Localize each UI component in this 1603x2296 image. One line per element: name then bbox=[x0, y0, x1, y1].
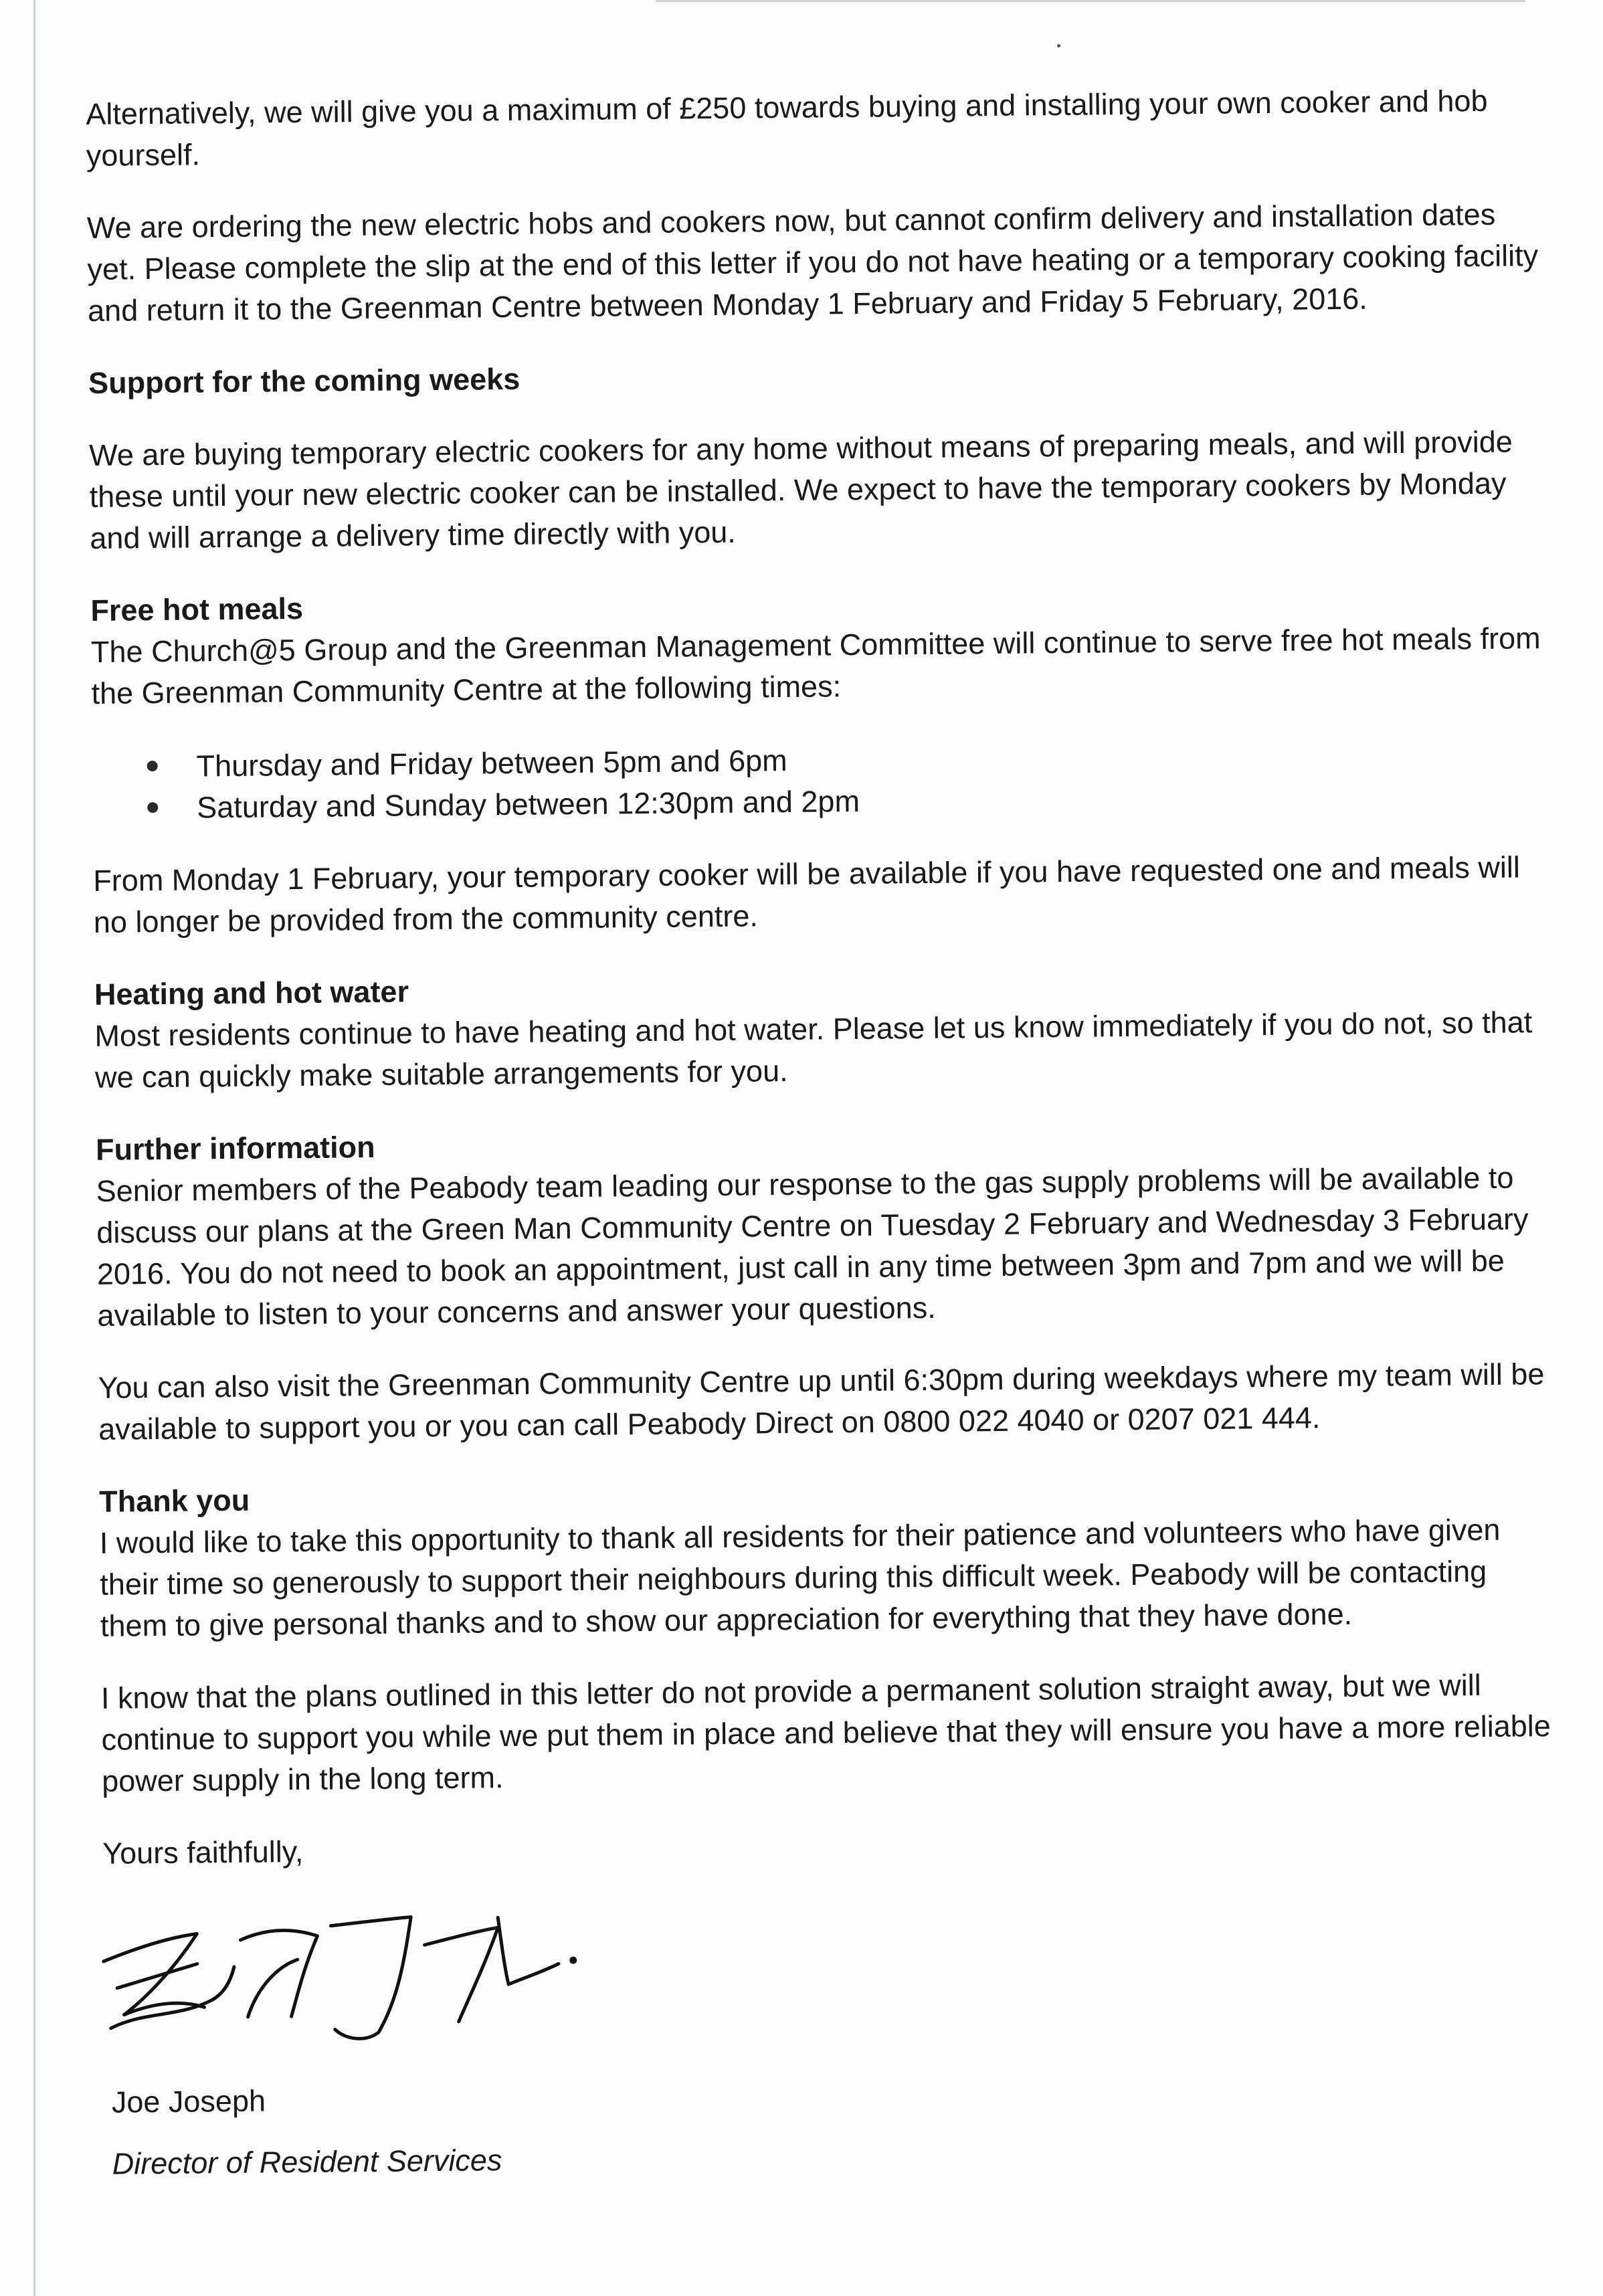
further-section bbox=[96, 1115, 1556, 1337]
signature-image bbox=[96, 1897, 579, 2055]
top-edge-line bbox=[656, 0, 1525, 2]
closing-note: I know that the plans outlined in this letter do not provide a permanent solution straight away, but we will continue to support you while we put them in place and believe that they will ensure you have a more reliable power supply in the long term. bbox=[100, 1668, 1551, 1798]
thanks-heading: Thank you bbox=[98, 1482, 250, 1519]
meals-after: From Monday 1 February, your temporary cooker will be available if you have requested one and meals will no longer be provided from the community centre. bbox=[93, 850, 1521, 939]
thanks-section bbox=[99, 1467, 1559, 1647]
bullet-icon bbox=[147, 802, 158, 813]
support-body: We are buying temporary electric cookers for any home without means of preparing meals, and will provide these until your new electric cooker can be installed. We expect to have the temporary cookers by Monday and will arrange a delivery time directly with you. bbox=[88, 424, 1513, 555]
support-heading: Support for the coming weeks bbox=[88, 361, 521, 400]
intro-paragraph-2: We are ordering the new electric hobs and cookers now, but cannot confirm delivery and installation dates yet. Please complete the slip at the end of this letter if you do not have heating or a temporary cooking facility and return it to the Greenman Centre between Monday 1 February and Friday 5 February, 2016. bbox=[86, 197, 1539, 328]
scan-speck bbox=[1057, 44, 1060, 47]
heating-heading: Heating and hot water bbox=[94, 974, 409, 1012]
meals-section bbox=[90, 576, 1552, 943]
meal-time-text: Thursday and Friday between 5pm and 6pm bbox=[196, 743, 787, 783]
heating-body: Most residents continue to have heating and hot water. Please let us know immediately if you do not, so that we can quickly make suitable arrangements for you. bbox=[94, 1005, 1533, 1094]
thanks-body: I would like to take this opportunity to thank all residents for their patience and volunteers who have given their time so generously to support their neighbours during this difficult week. Peabody will be contacting them to give personal thanks and to show our appreciation for everything that they have done. bbox=[99, 1512, 1501, 1643]
further-heading: Further information bbox=[95, 1129, 375, 1167]
margin-rule bbox=[33, 0, 35, 2296]
intro-paragraph-1: Alternatively, we will give you a maximum of £250 towards buying and installing your own cooker and hob yourself. bbox=[86, 83, 1488, 173]
letter-body bbox=[86, 80, 1564, 2185]
meals-heading: Free hot meals bbox=[90, 591, 304, 628]
meals-body: The Church@5 Group and the Greenman Management Committee will continue to serve free hot meals from the Greenman Community Centre at the following times: bbox=[90, 621, 1541, 710]
bullet-icon bbox=[147, 761, 158, 771]
valediction: Yours faithfully, bbox=[102, 1834, 304, 1871]
signer-name: Joe Joseph bbox=[111, 2083, 266, 2119]
meal-time-text: Saturday and Sunday between 12:30pm and 2pm bbox=[197, 783, 860, 825]
meal-times-list bbox=[92, 733, 1551, 830]
further-extra: You can also visit the Greenman Community Centre up until 6:30pm during weekdays where my team will be available to support you or you can call Peabody Direct on 0800 022 4040 or 0207 021 444. bbox=[98, 1357, 1545, 1446]
further-body: Senior members of the Peabody team leading our response to the gas supply problems will be available to discuss our plans at the Green Man Community Centre on Tuesday 2 February and Wednesday 3 February 2016. You do not need to book an appointment, just call in any time between 3pm and 7pm and we will be available to listen to your concerns and answer your questions. bbox=[96, 1160, 1529, 1333]
signer-title: Director of Resident Services bbox=[112, 2143, 502, 2181]
support-section bbox=[88, 349, 1549, 559]
heating-section bbox=[94, 960, 1554, 1098]
